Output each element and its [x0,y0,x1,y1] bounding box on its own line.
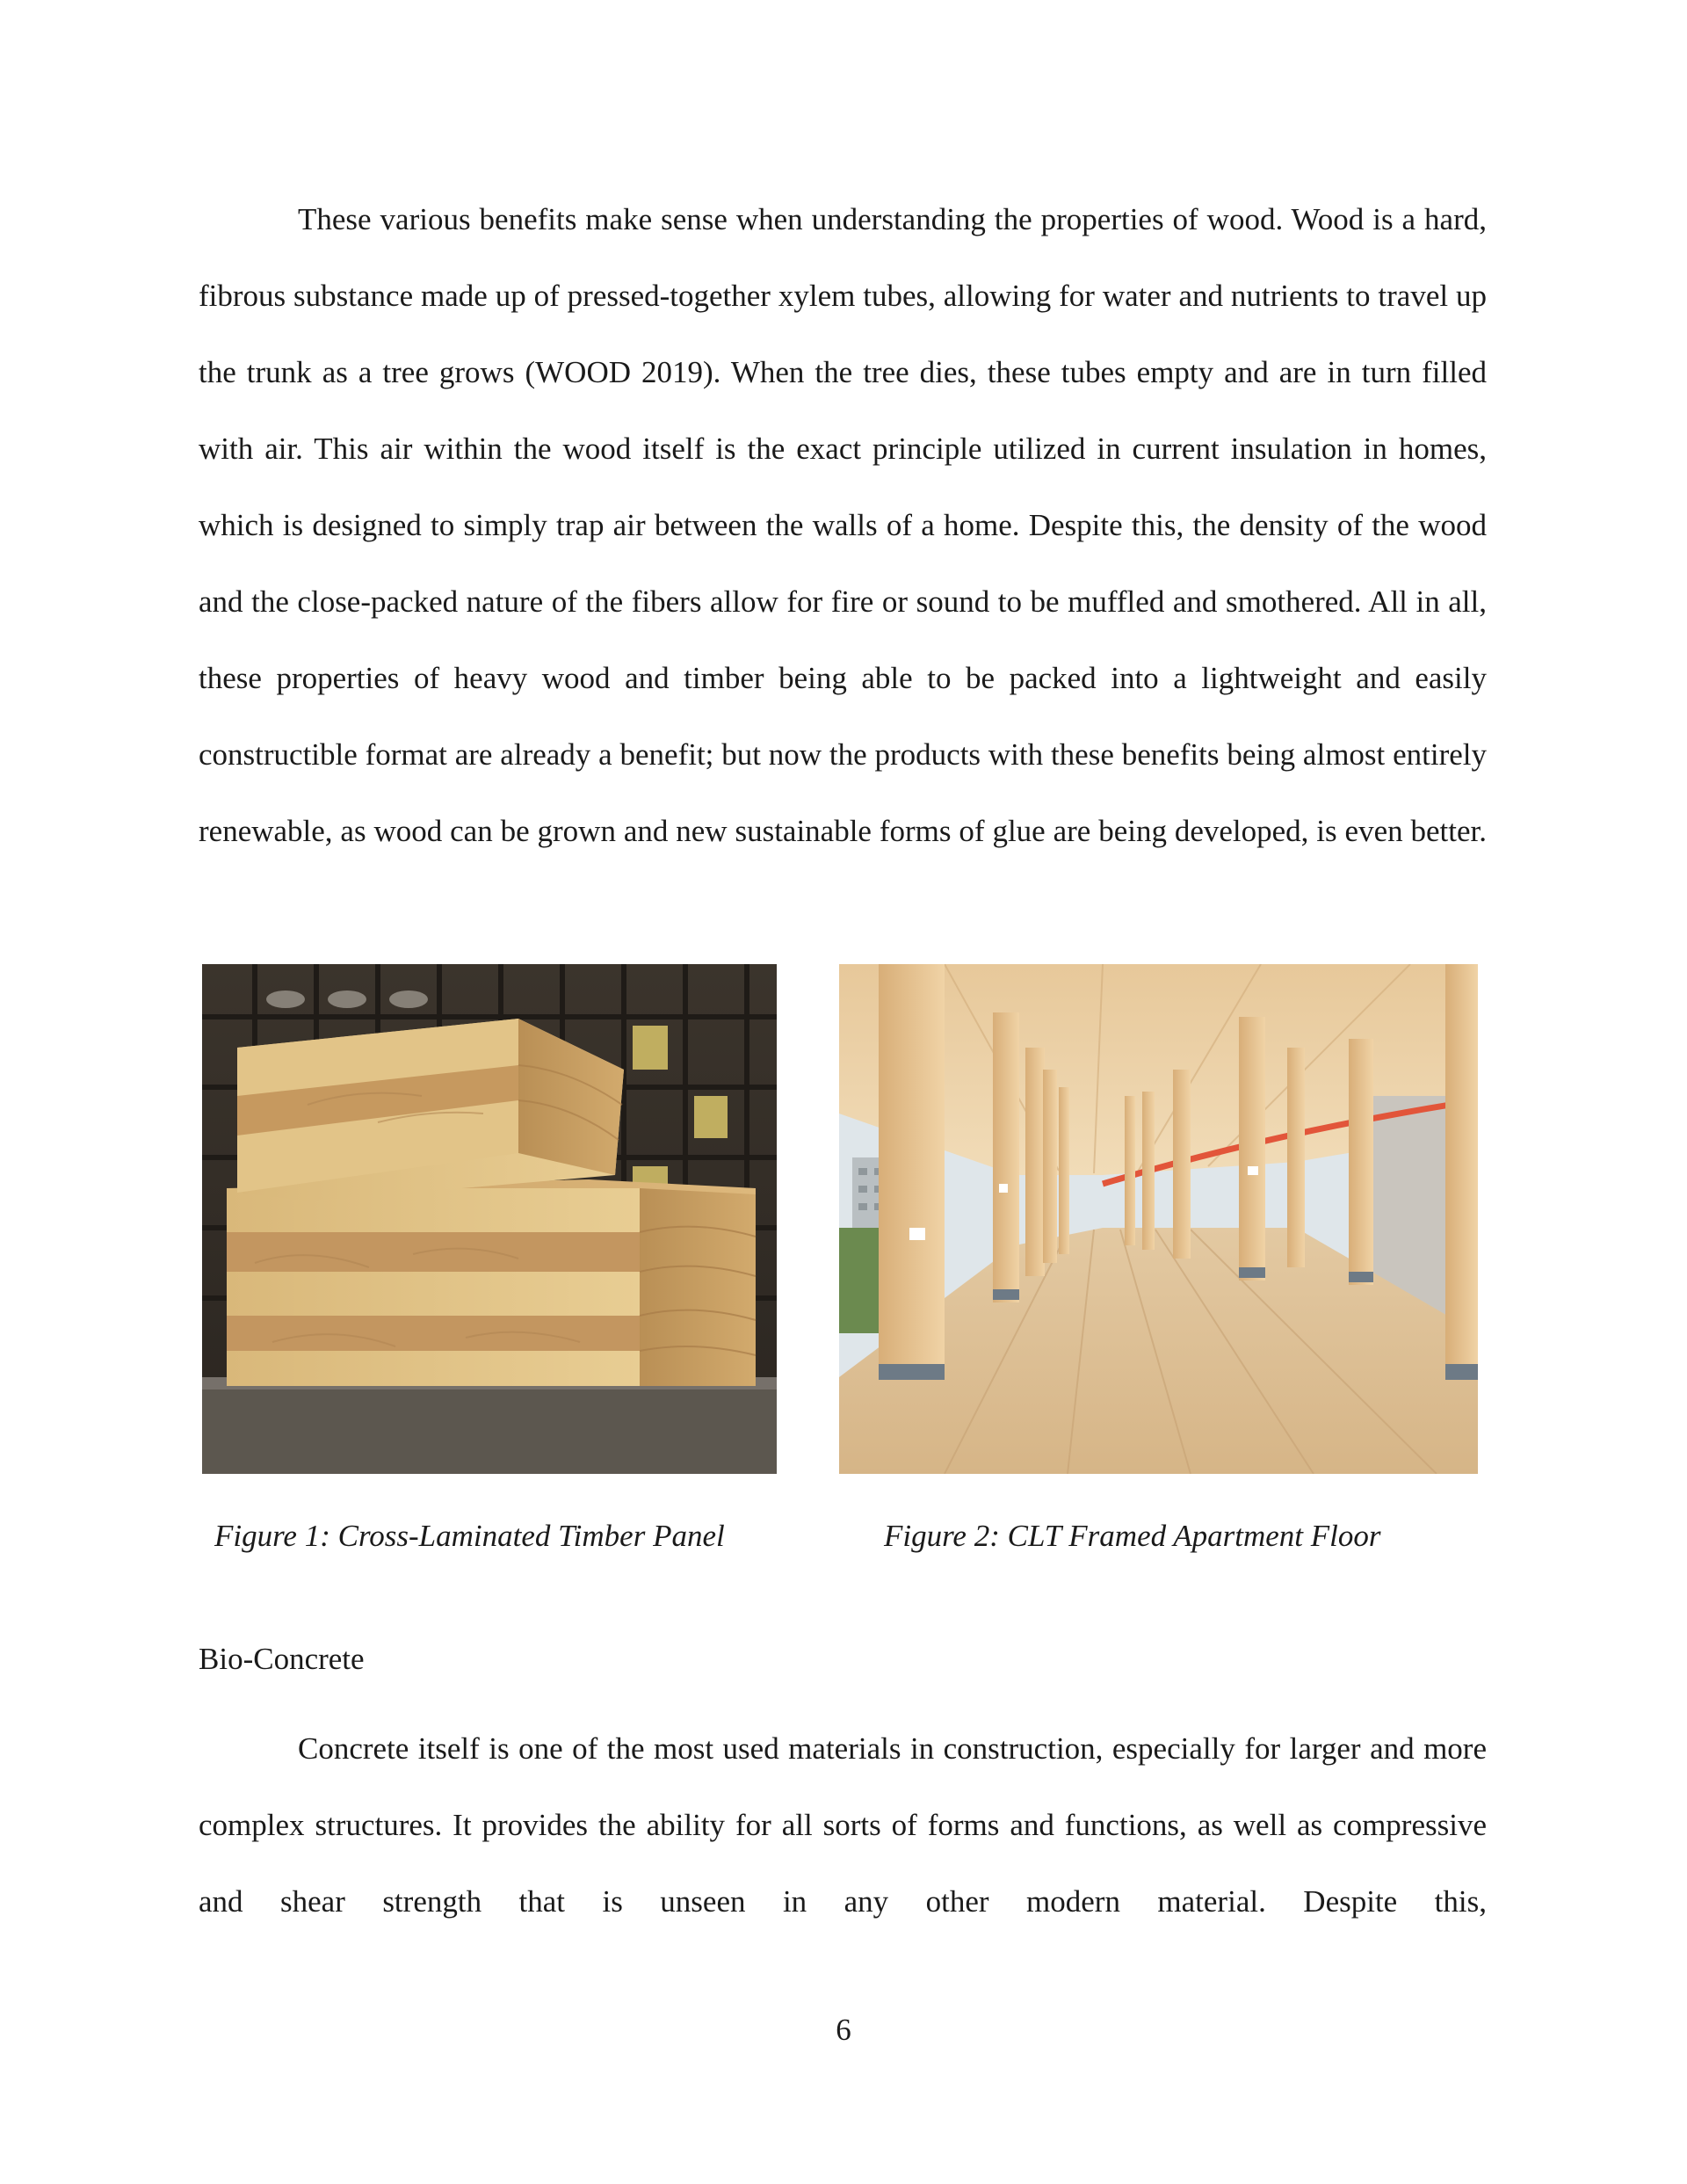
figure-2-clt-floor-photo [839,964,1478,1474]
section-heading: Bio-Concrete [199,1642,365,1676]
figure-2-caption: Figure 2: CLT Framed Apartment Floor [884,1519,1381,1553]
body-paragraph-concrete: Concrete itself is one of the most used materials in construction, especially for larger and more complex structures. It provides the ability for all sorts of forms and functions, as well as compressive and shear strength that is unseen in any other modern material. Despite this, [199,1731,1487,1919]
figure-1-clt-panel-photo [202,964,777,1474]
body-paragraph-wood-properties: These various benefits make sense when understanding the properties of wood. Wood is a hard, fibrous substance made up of pressed-together xylem tubes, allowing for water and nutrients to travel up the trunk as a tree grows (WOOD 2019). When the tree dies, these tubes empty and are in turn filled with air. This air within the wood itself is the exact principle utilized in current insulation in homes, which is designed to simply trap air between the walls of a home. Despite this, the density of the wood and the close-packed nature of the fibers allow for fire or sound to be muffled and smothered. All in all, these properties of heavy wood and timber being able to be packed into a lightweight and easily constructible format are already a benefit; but now the products with these benefits being almost entirely renewable, as wood can be grown and new sustainable forms of glue are being developed, is even better. [199,202,1487,848]
figure-1-caption: Figure 1: Cross-Laminated Timber Panel [214,1519,725,1553]
page-number: 6 [836,2013,851,2047]
